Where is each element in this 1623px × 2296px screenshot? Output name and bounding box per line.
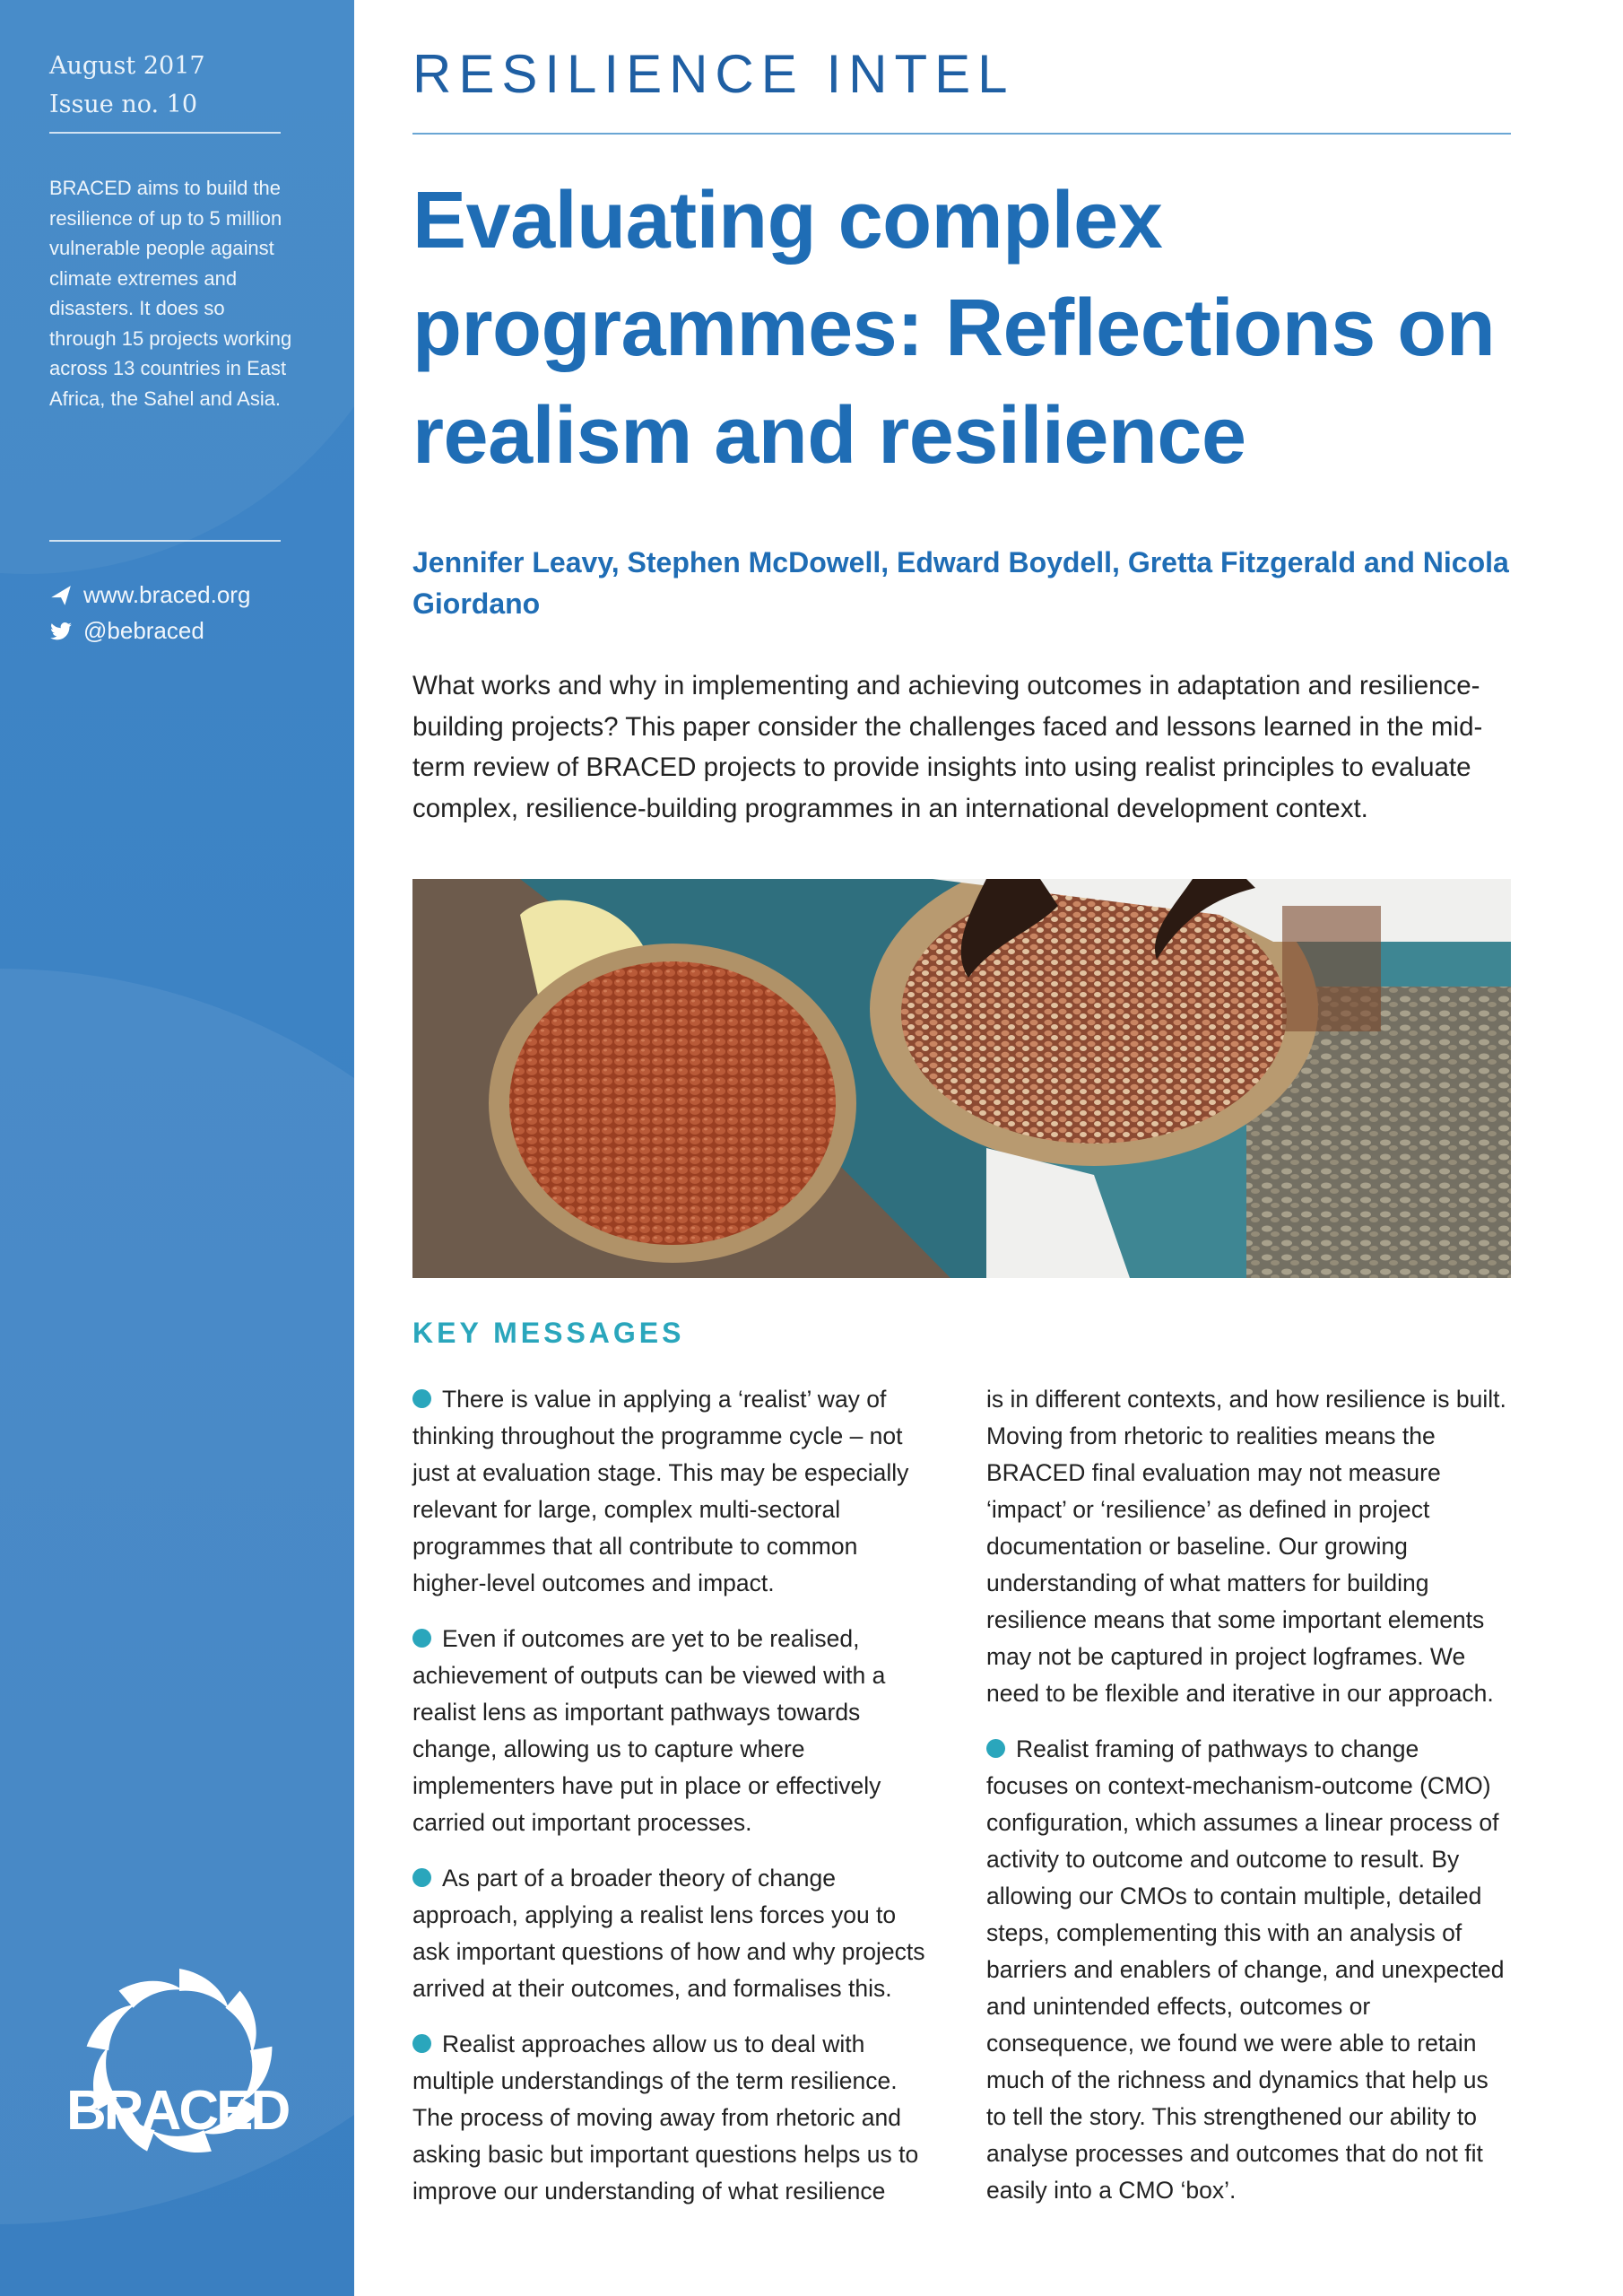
- twitter-link[interactable]: [49, 617, 204, 645]
- key-messages-heading: KEY MESSAGES: [412, 1317, 685, 1349]
- key-message-continuation: is in different contexts, and how resilience is built. Moving from rhetoric to realities means the BRACED final evaluation may not measure ‘impact’ or ‘resilience’ as defined in project documentation or baseline. Our growing understanding of what matters for building resilience means that some important elements may not be captured in project logframes. We need to be flexible and iterative in our approach.: [986, 1386, 1506, 1707]
- paper-plane-icon: [49, 584, 73, 607]
- bullet-dot-icon: [986, 1739, 1005, 1758]
- braced-about-text: BRACED aims to build the resilience of up to 5 million vulnerable people against climate extremes and disasters. It does so through 15 projects working across 13 countries in East Africa, the Sahel and Asia.: [49, 177, 292, 410]
- key-message: Realist framing of pathways to change focuses on context-mechanism-outcome (CMO) configuration, which assumes a linear process of activity to outcome and outcome to result. By allowing our CMOs to contain multiple, detailed steps, complementing this with an analysis of barriers and enablers of change, and unexpected and unintended effects, outcomes or consequence, we found we were able to retain much of the richness and dynamics that help us to tell the story. This strengthened our ability to analyse processes and outcomes that do not fit easily into a CMO ‘box’.: [986, 1735, 1505, 2204]
- bullet-dot-icon: [412, 1868, 431, 1887]
- key-message: Even if outcomes are yet to be realised, achievement of outputs can be viewed with a realist lens as important pathways towards change, allowing us to capture where implementers have put in place or effectively carried out important processes.: [412, 1625, 886, 1836]
- sidebar-divider: [49, 540, 281, 542]
- key-message: Realist approaches allow us to deal with multiple understandings of the term resilience. The process of moving away from rhetoric and asking basic but important questions helps us to improve our understanding of what resilience: [412, 2031, 919, 2205]
- website-link[interactable]: [49, 581, 250, 609]
- header-divider: [412, 133, 1511, 135]
- issue-date: August 2017: [49, 52, 205, 80]
- bullet-dot-icon: [412, 2034, 431, 2053]
- key-messages-left-column: [412, 1381, 933, 2229]
- website-label: www.braced.org: [83, 581, 251, 608]
- twitter-handle: @bebraced: [83, 617, 204, 644]
- key-message: There is value in applying a ‘realist’ way of thinking throughout the programme cycle – not just at evaluation stage. This may be especially relevant for large, complex multi-sectoral programmes that all contribute to common higher-level outcomes and impact.: [412, 1386, 909, 1596]
- authors: Jennifer Leavy, Stephen McDowell, Edward Boydell, Gretta Fitzgerald and Nicola Giordano: [412, 546, 1509, 620]
- peanuts-photo-image: [412, 879, 1511, 1278]
- page-title: Evaluating complex programmes: Reflections on realism and resilience: [412, 176, 1496, 481]
- sidebar: [0, 0, 354, 2296]
- series-title: RESILIENCE INTEL: [412, 44, 1015, 104]
- key-messages-right-column: [986, 1381, 1506, 2228]
- issue-number: Issue no. 10: [49, 91, 198, 118]
- issue-date-block: [49, 47, 205, 124]
- braced-logo-icon: [63, 1955, 296, 2188]
- sidebar-divider: [49, 132, 281, 134]
- braced-logo-text: BRACED: [66, 2080, 289, 2142]
- cover-photo: [412, 879, 1511, 1278]
- bullet-dot-icon: [412, 1389, 431, 1408]
- intro-paragraph: What works and why in implementing and achieving outcomes in adaptation and resilience-building projects? This paper consider the challenges faced and lessons learned in the mid-term review of BRACED projects to provide insights into using realist principles to evaluate complex, resilience-building programmes in an international development context.: [412, 671, 1483, 823]
- bullet-dot-icon: [412, 1629, 431, 1648]
- twitter-icon: [49, 620, 73, 643]
- key-message: As part of a broader theory of change approach, applying a realist lens forces you to ask important questions of how and why projects arrived at their outcomes, and formalises this.: [412, 1865, 925, 2002]
